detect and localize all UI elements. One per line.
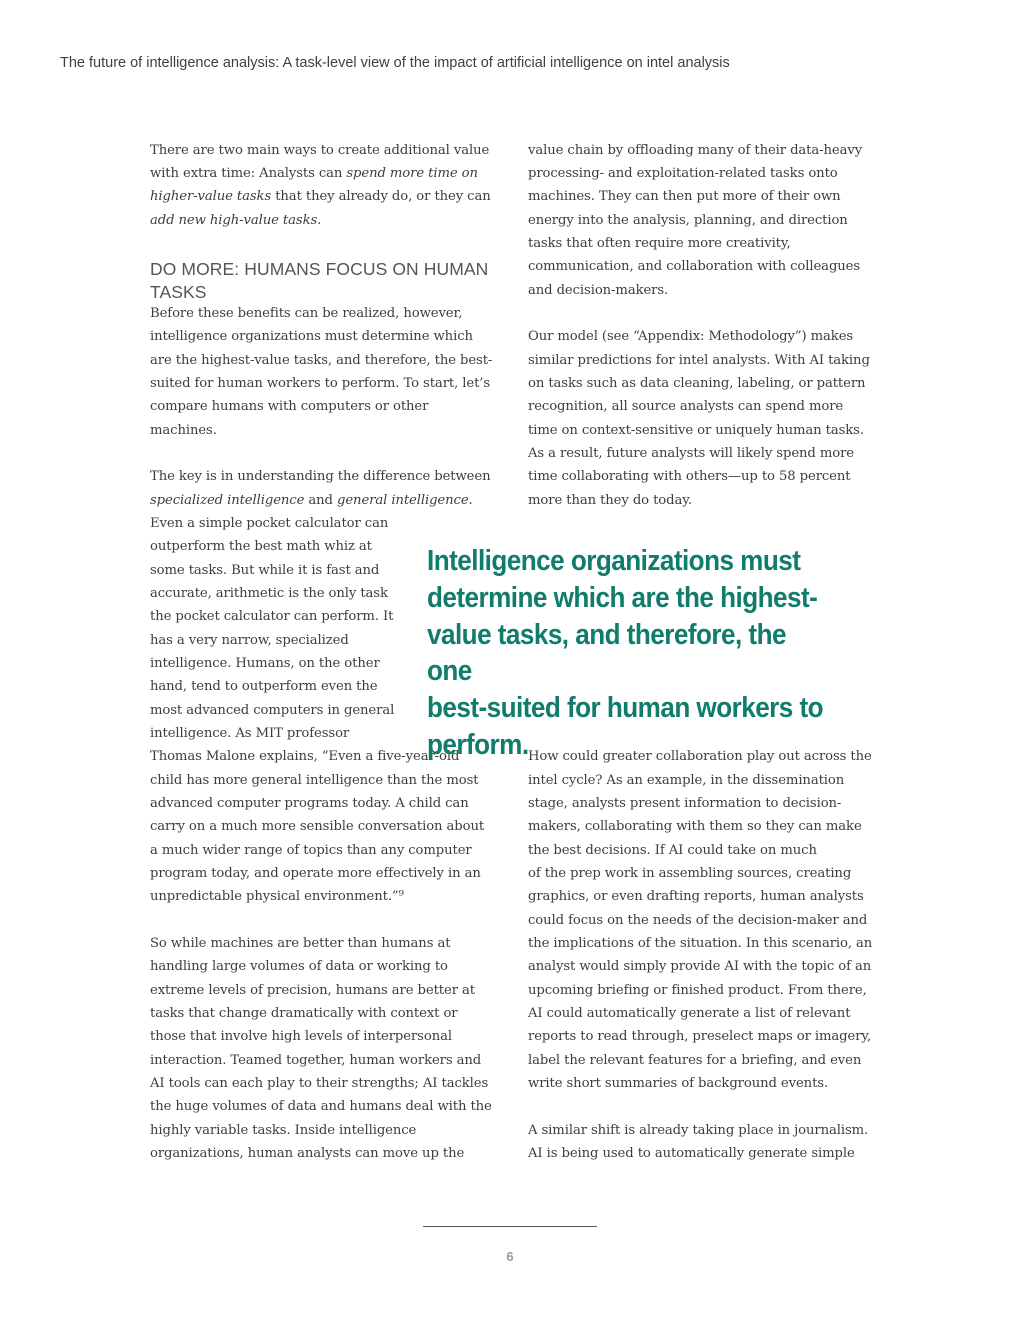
body-text-line: communication, and collaboration with colleagues <box>528 259 861 274</box>
body-text-line: machines. They can then put more of their own <box>528 189 841 204</box>
body-text-line: those that involve high levels of interpersonal <box>150 1029 452 1044</box>
body-text-line: value chain by offloading many of their data-heavy <box>528 143 863 158</box>
body-text-line: As a result, future analysts will likely spend more <box>528 446 855 461</box>
body-text-line: add new high-value tasks. <box>150 213 322 228</box>
pull-quote-line: best-suited for human workers to <box>427 692 824 725</box>
body-text-line: makers, collaborating with them so they can make <box>528 819 862 834</box>
body-text-line: extreme levels of precision, humans are better at <box>150 983 475 998</box>
emphasis-text: specialized intelligence <box>150 493 305 508</box>
body-text-line: AI is being used to automatically generate simple <box>528 1146 855 1161</box>
body-text-line: the pocket calculator can perform. It <box>150 609 394 624</box>
body-text-line: reports to read through, preselect maps or imagery, <box>528 1029 872 1044</box>
body-text-line: How could greater collaboration play out across the <box>528 749 872 764</box>
body-text-line: organizations, human analysts can move up the <box>150 1146 465 1161</box>
body-text-line: write short summaries of background events. <box>528 1076 829 1091</box>
body-text-line: the huge volumes of data and humans deal with the <box>150 1099 492 1114</box>
body-text-line: similar predictions for intel analysts. With AI taking <box>528 353 870 368</box>
body-text-line: time collaborating with others—up to 58 percent <box>528 469 851 484</box>
body-text-line: are the highest-value tasks, and therefore, the best- <box>150 353 493 368</box>
body-text-line: intelligence organizations must determine which <box>150 329 473 344</box>
body-text-line: specialized intelligence and general intelligence. <box>150 493 473 508</box>
body-text-line: unpredictable physical environment.”⁹ <box>150 889 404 904</box>
body-text-line: more than they do today. <box>528 493 692 508</box>
body-text-line: analyst would simply provide AI with the topic of an <box>528 959 872 974</box>
body-text-line: Thomas Malone explains, “Even a five-year-old <box>150 749 460 764</box>
section-heading: DO MORE: HUMANS FOCUS ON HUMAN TASKS <box>150 259 489 302</box>
body-text-line: AI tools can each play to their strengths; AI tackles <box>150 1076 489 1091</box>
body-text-line: with extra time: Analysts can spend more time on <box>150 166 478 181</box>
body-text-line: There are two main ways to create additional value <box>150 143 490 158</box>
body-text-line: tasks that change dramatically with context or <box>150 1006 458 1021</box>
body-text-line: hand, tend to outperform even the <box>150 679 378 694</box>
body-text-line: program today, and operate more effectively in an <box>150 866 481 881</box>
emphasis-text: higher-value tasks <box>150 189 272 204</box>
body-text-line: of the prep work in assembling sources, creating <box>528 866 852 881</box>
body-text-line: has a very narrow, specialized <box>150 633 349 648</box>
body-text-line: intelligence. As MIT professor <box>150 726 350 741</box>
body-text-line: the best decisions. If AI could take on much <box>528 843 817 858</box>
body-text-line: processing- and exploitation-related tasks onto <box>528 166 838 181</box>
body-text-line: most advanced computers in general <box>150 703 395 718</box>
body-text-line: on tasks such as data cleaning, labeling, or pattern <box>528 376 866 391</box>
body-text-line: the implications of the situation. In this scenario, an <box>528 936 873 951</box>
body-text-line: handling large volumes of data or working to <box>150 959 448 974</box>
pull-quote-line: determine which are the highest- <box>427 581 818 614</box>
pull-quote-line: perform. <box>427 728 529 761</box>
body-text-line: Before these benefits can be realized, however, <box>150 306 463 321</box>
body-text-line: and decision-makers. <box>528 283 669 298</box>
emphasis-text: add new high-value tasks <box>150 213 318 228</box>
emphasis-text: spend more time on <box>346 166 478 181</box>
body-text-line: A similar shift is already taking place in journalism. <box>528 1123 869 1138</box>
body-text-line: upcoming briefing or finished product. From there, <box>528 983 867 998</box>
body-text-line: machines. <box>150 423 217 438</box>
page-number: 6 <box>506 1249 514 1264</box>
body-text-line: Even a simple pocket calculator can <box>150 516 389 531</box>
body-text-line: highly variable tasks. Inside intelligence <box>150 1123 417 1138</box>
body-text-line: energy into the analysis, planning, and direction <box>528 213 848 228</box>
body-text-line: time on context-sensitive or uniquely human tasks. <box>528 423 864 438</box>
body-text-line: higher-value tasks that they already do, or they can <box>150 189 491 204</box>
emphasis-text: general intelligence <box>337 493 469 508</box>
body-text-line: intelligence. Humans, on the other <box>150 656 380 671</box>
body-text-line: stage, analysts present information to decision- <box>528 796 842 811</box>
body-text-line: accurate, arithmetic is the only task <box>150 586 388 601</box>
pull-quote <box>427 543 832 764</box>
body-text-line: could focus on the needs of the decision-maker and <box>528 913 868 928</box>
body-text-line: compare humans with computers or other <box>150 399 429 414</box>
pull-quote-line: Intelligence organizations must <box>427 545 801 577</box>
running-header-title: The future of intelligence analysis: A task-level view of the impact of artificial intelligence on intel analysis <box>60 55 730 71</box>
body-text-line: suited for human workers to perform. To start, let’s <box>150 376 491 391</box>
body-text-line: child has more general intelligence than the most <box>150 773 479 788</box>
body-text-line: So while machines are better than humans at <box>150 936 451 951</box>
body-text-line: recognition, all source analysts can spend more <box>528 399 844 414</box>
body-text-line: interaction. Teamed together, human workers and <box>150 1053 482 1068</box>
body-text-line: AI could automatically generate a list of relevant <box>528 1006 851 1021</box>
body-text-line: label the relevant features for a briefing, and even <box>528 1053 862 1068</box>
body-text-line: The key is in understanding the difference between <box>150 469 491 484</box>
body-text-line: graphics, or even drafting reports, human analysts <box>528 889 864 904</box>
body-text-line: Our model (see “Appendix: Methodology”) makes <box>528 329 854 344</box>
body-text-line: some tasks. But while it is fast and <box>150 563 380 578</box>
body-text-line: tasks that often require more creativity, <box>528 236 791 251</box>
body-text-line: advanced computer programs today. A child can <box>150 796 469 811</box>
pull-quote-line: value tasks, and therefore, the one <box>427 618 786 688</box>
body-text-line: intel cycle? As an example, in the dissemination <box>528 773 845 788</box>
body-text-line: a much wider range of topics than any computer <box>150 843 472 858</box>
footer-divider <box>423 1226 597 1227</box>
body-text-line: outperform the best math whiz at <box>150 539 372 554</box>
body-text-line: carry on a much more sensible conversation about <box>150 819 485 834</box>
